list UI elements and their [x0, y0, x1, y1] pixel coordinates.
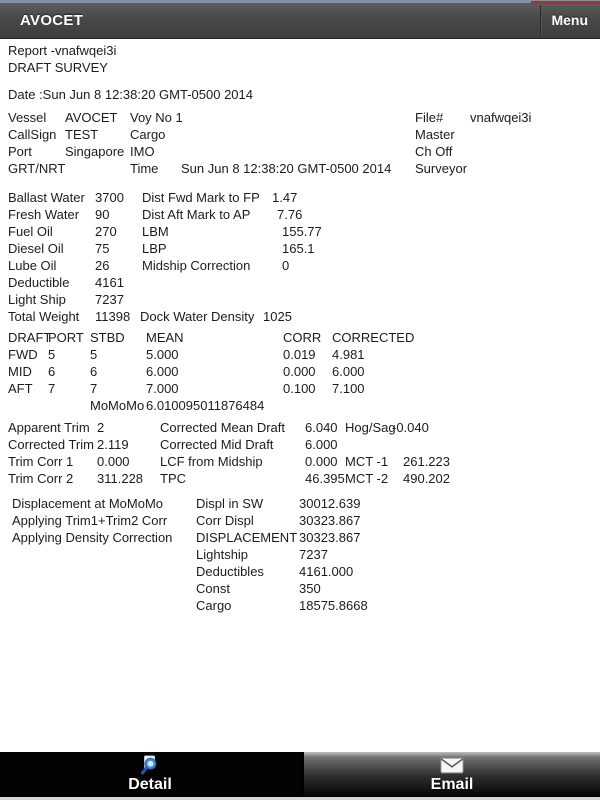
label: GRT/NRT: [8, 161, 66, 176]
tab-detail[interactable]: [0, 752, 300, 797]
column-header: CORRECTED: [332, 330, 415, 345]
value: 11398: [95, 309, 131, 324]
value: 6.000: [305, 437, 338, 452]
label: TPC: [160, 471, 186, 486]
label: Corr Displ: [196, 513, 254, 528]
value: 165.1: [282, 241, 315, 256]
tab-detail-label: Detail: [128, 775, 172, 793]
label: Dock Water Density: [140, 309, 255, 324]
weights-row: [0, 223, 600, 240]
displacement-row: [0, 580, 600, 597]
value: 490.202: [403, 471, 450, 486]
label: DISPLACEMENT: [196, 530, 298, 545]
value: 3700: [95, 190, 124, 205]
label: Total Weight: [8, 309, 80, 324]
trim-row: [0, 419, 600, 436]
value: AVOCET: [65, 110, 118, 125]
value: 6.010095011876484: [146, 398, 265, 413]
label: Cargo: [196, 598, 232, 613]
weights-row: [0, 240, 600, 257]
cell: 0.100: [283, 381, 316, 396]
value: 7237: [95, 292, 124, 307]
value: 0.000: [97, 454, 130, 469]
label: Master: [415, 127, 455, 142]
cell: 7.100: [332, 381, 365, 396]
cell: 6.000: [146, 364, 179, 379]
displacement-row: [0, 529, 600, 546]
value: 155.77: [282, 224, 322, 239]
trim-row: [0, 436, 600, 453]
value: 0: [282, 258, 290, 273]
trim-row: [0, 453, 600, 470]
label: Light Ship: [8, 292, 66, 307]
value: vnafwqei3i: [470, 110, 532, 125]
label: Dist Aft Mark to AP: [142, 207, 251, 222]
date-text: Date :Sun Jun 8 12:38:20 GMT-0500 2014: [8, 87, 254, 102]
survey-title-line: [0, 59, 600, 76]
draft-table-row: [0, 346, 600, 363]
vessel-row: [0, 126, 600, 143]
cell: 6: [90, 364, 98, 379]
cell: 6.000: [332, 364, 365, 379]
label: Cargo: [130, 127, 166, 142]
label: File#: [415, 110, 444, 125]
value: 30323.867: [299, 513, 361, 528]
draft-table-header: [0, 329, 600, 346]
value: 1.47: [272, 190, 298, 205]
label: Corrected Mean Draft: [160, 420, 285, 435]
label: LBM: [142, 224, 169, 239]
report-id-text: Report -vnafwqei3i: [8, 43, 117, 58]
label: MCT -2: [345, 471, 389, 486]
label: LBP: [142, 241, 167, 256]
label: Corrected Mid Draft: [160, 437, 274, 452]
displacement-row: [0, 546, 600, 563]
momomo-row: [0, 397, 600, 414]
label: CallSign: [8, 127, 57, 142]
label: Time: [130, 161, 159, 176]
label: Fuel Oil: [8, 224, 53, 239]
label: Fresh Water: [8, 207, 80, 222]
column-header: CORR: [283, 330, 322, 345]
displacement-row: [0, 512, 600, 529]
label: Hog/Sag: [345, 420, 396, 435]
value: 7.76: [277, 207, 303, 222]
status-strip: [0, 0, 600, 3]
value: 350: [299, 581, 321, 596]
column-header: STBD: [90, 330, 125, 345]
weights-row: [0, 308, 600, 325]
value: 4161: [95, 275, 124, 290]
cell: 0.019: [283, 347, 316, 362]
displacement-row: [0, 495, 600, 512]
label: Deductible: [8, 275, 70, 290]
label: Lightship: [196, 547, 249, 562]
label: Voy No 1: [130, 110, 183, 125]
value: 26: [95, 258, 110, 273]
label: Deductibles: [196, 564, 264, 579]
value: 4161.000: [299, 564, 354, 579]
trim-row: [0, 470, 600, 487]
cell: 4.981: [332, 347, 365, 362]
cell: MID: [8, 364, 32, 379]
displacement-row: [0, 563, 600, 580]
cell: 5: [90, 347, 98, 362]
label: Apparent Trim: [8, 420, 90, 435]
label: IMO: [130, 144, 155, 159]
tab-email[interactable]: [300, 752, 600, 797]
weights-row: [0, 291, 600, 308]
value: TEST: [65, 127, 99, 142]
survey-title-text: DRAFT SURVEY: [8, 60, 108, 75]
column-header: MEAN: [146, 330, 184, 345]
vessel-row: [0, 160, 600, 177]
weights-row: [0, 274, 600, 291]
notification-strip: [531, 1, 600, 4]
cell: 7: [48, 381, 56, 396]
label: Surveyor: [415, 161, 468, 176]
label: Midship Correction: [142, 258, 251, 273]
weights-row: [0, 257, 600, 274]
label: Trim Corr 2: [8, 471, 74, 486]
cell: 0.000: [283, 364, 316, 379]
label: Applying Trim1+Trim2 Corr: [12, 513, 168, 528]
cell: 7: [90, 381, 98, 396]
weights-row: [0, 206, 600, 223]
value: Sun Jun 8 12:38:20 GMT-0500 2014: [181, 161, 392, 176]
value: 30012.639: [299, 496, 361, 511]
label: MCT -1: [345, 454, 389, 469]
envelope-icon: [440, 756, 464, 776]
value: Singapore: [65, 144, 125, 159]
value: 2.119: [97, 437, 129, 452]
cell: AFT: [8, 381, 33, 396]
value: 270: [95, 224, 117, 239]
label: MoMoMo: [90, 398, 145, 413]
menu-divider: [540, 5, 541, 36]
value: 6.040: [305, 420, 338, 435]
value: 7237: [299, 547, 328, 562]
label: Port: [8, 144, 32, 159]
cell: 5: [48, 347, 56, 362]
value: 2: [97, 420, 105, 435]
label: Corrected Trim: [8, 437, 94, 452]
draft-table-row: [0, 363, 600, 380]
cell: 7.000: [146, 381, 179, 396]
label: Vessel: [8, 110, 47, 125]
column-header: PORT: [48, 330, 84, 345]
value: 1025: [263, 309, 292, 324]
value: -0.040: [392, 420, 429, 435]
value: 18575.8668: [299, 598, 368, 613]
cell: FWD: [8, 347, 38, 362]
tab-email-label: Email: [430, 775, 474, 793]
bottom-tab-bar: [0, 752, 600, 797]
label: Ballast Water: [8, 190, 85, 205]
label: LCF from Midship: [160, 454, 263, 469]
label: Const: [196, 581, 230, 596]
report-id-line: [0, 42, 600, 59]
magnifier-icon: [139, 756, 161, 776]
menu-button[interactable]: Menu: [551, 12, 588, 28]
report-view: [0, 38, 600, 614]
displacement-row: [0, 597, 600, 614]
cell: 6: [48, 364, 56, 379]
value: 46.395: [305, 471, 345, 486]
value: 30323.867: [299, 530, 361, 545]
label: Lube Oil: [8, 258, 57, 273]
vessel-row: [0, 109, 600, 126]
value: 0.000: [305, 454, 338, 469]
label: Dist Fwd Mark to FP: [142, 190, 260, 205]
cell: 5.000: [146, 347, 179, 362]
label: Trim Corr 1: [8, 454, 74, 469]
label: Ch Off: [415, 144, 453, 159]
label: Diesel Oil: [8, 241, 64, 256]
label: Applying Density Correction: [12, 530, 173, 545]
vessel-row: [0, 143, 600, 160]
column-header: DRAFT: [8, 330, 52, 345]
value: 90: [95, 207, 110, 222]
date-line: [0, 86, 600, 103]
label: Displ in SW: [196, 496, 264, 511]
weights-row: [0, 189, 600, 206]
value: 261.223: [403, 454, 450, 469]
action-bar: [0, 3, 600, 39]
draft-table-row: [0, 380, 600, 397]
app-title: AVOCET: [20, 12, 84, 29]
value: 311.228: [97, 471, 144, 486]
value: 75: [95, 241, 110, 256]
label: Displacement at MoMoMo: [12, 496, 163, 511]
